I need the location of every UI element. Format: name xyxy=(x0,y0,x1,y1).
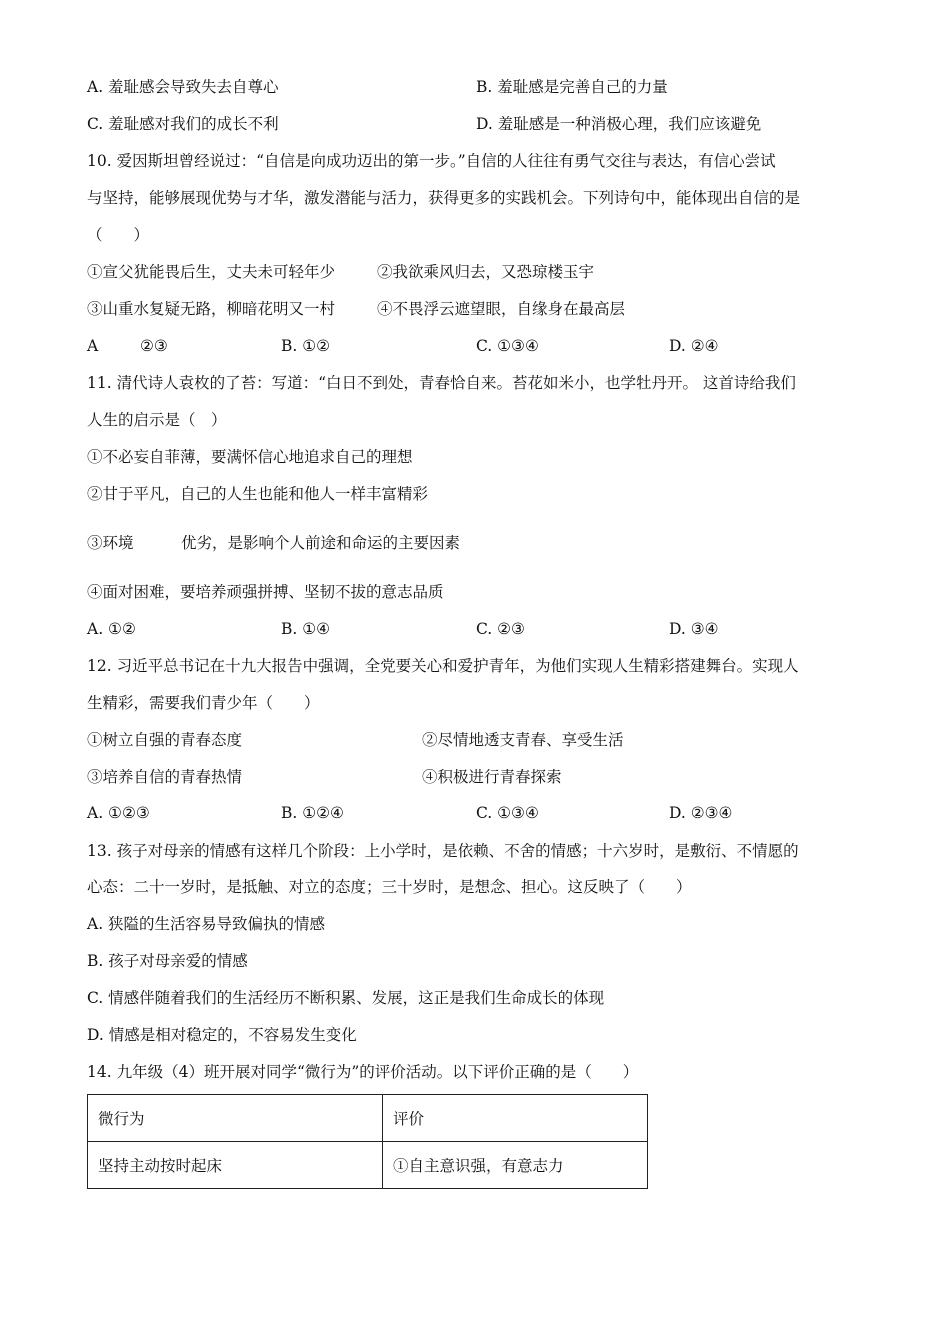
q12-item-4: ④积极进行青春探索 xyxy=(422,768,562,786)
q11-option-b: B. ①④ xyxy=(281,620,331,638)
q11-stem-line1: 11. 清代诗人袁枚的了苔：写道：“白日不到处，青春恰自来。苔花如米小，也学牡丹开。 这首诗给我们 xyxy=(87,374,796,392)
q10-option-a-label: A xyxy=(87,337,99,355)
q11-item-3-end: 优劣，是影响个人前途和命运的主要因素 xyxy=(181,534,461,552)
q12-item-1: ①树立自强的青春态度 xyxy=(87,731,243,749)
q13-option-b: B. 孩子对母亲爱的情感 xyxy=(87,952,248,970)
q11-item-4: ④面对困难，要培养顽强拼搏、坚韧不拔的意志品质 xyxy=(87,583,444,601)
q9-option-c: C. 羞耻感对我们的成长不利 xyxy=(87,115,279,133)
q10-stem-line2: 与坚持，能够展现优势与才华，激发潜能与活力，获得更多的实践机会。下列诗句中，能体现出自信的是 xyxy=(87,189,801,207)
q12-option-c: C. ①③④ xyxy=(476,804,539,822)
table-header-row xyxy=(88,1095,648,1142)
q9-option-a: A. 羞耻感会导致失去自尊心 xyxy=(87,78,279,96)
q12-option-a: A. ①②③ xyxy=(87,804,150,822)
q10-option-a-value: ②③ xyxy=(140,337,168,355)
q12-item-2: ②尽情地透支青春、享受生活 xyxy=(422,731,624,749)
q12-option-d: D. ②③④ xyxy=(669,804,733,822)
q13-option-a: A. 狭隘的生活容易导致偏执的情感 xyxy=(87,915,326,933)
q12-option-b: B. ①②④ xyxy=(281,804,344,822)
q11-option-d: D. ③④ xyxy=(669,620,719,638)
q13-option-d: D. 情感是相对稳定的，不容易发生变化 xyxy=(87,1026,357,1044)
q11-item-2: ②甘于平凡，自己的人生也能和他人一样丰富精彩 xyxy=(87,485,429,503)
table-header-evaluation: 评价 xyxy=(383,1095,648,1142)
q13-stem-line2: 心态：二十一岁时，是抵触、对立的态度；三十岁时，是想念、担心。这反映了（ ） xyxy=(87,878,692,896)
evaluation-table xyxy=(87,1094,648,1189)
q10-option-c: C. ①③④ xyxy=(476,337,539,355)
q9-option-b: B. 羞耻感是完善自己的力量 xyxy=(476,78,668,96)
table-cell-evaluation: ①自主意识强，有意志力 xyxy=(383,1142,648,1189)
q10-stem-line1: 10. 爱因斯坦曾经说过：“自信是向成功迈出的第一步。”自信的人往往有勇气交往与表达，有信心尝试 xyxy=(87,152,776,170)
q11-stem-line2: 人生的启示是（ ） xyxy=(87,411,227,429)
q12-item-3: ③培养自信的青春热情 xyxy=(87,768,243,786)
q11-item-3-start: ③环境 xyxy=(87,534,134,552)
q11-option-a: A. ①② xyxy=(87,620,136,638)
q11-option-c: C. ②③ xyxy=(476,620,525,638)
q10-item-1: ①宣父犹能畏后生，丈夫未可轻年少 xyxy=(87,263,336,281)
q13-option-c: C. 情感伴随着我们的生活经历不断积累、发展，这正是我们生命成长的体现 xyxy=(87,989,605,1007)
q11-item-1: ①不必妄自菲薄，要满怀信心地追求自己的理想 xyxy=(87,448,413,466)
q10-item-3: ③山重水复疑无路，柳暗花明又一村 xyxy=(87,300,336,318)
table-row xyxy=(88,1142,648,1189)
q10-option-b: B. ①② xyxy=(281,337,331,355)
q9-option-d: D. 羞耻感是一种消极心理，我们应该避免 xyxy=(476,115,762,133)
q12-stem-line2: 生精彩，需要我们青少年（ ） xyxy=(87,694,320,712)
table-header-behavior: 微行为 xyxy=(88,1095,383,1142)
q14-stem: 14. 九年级（4）班开展对同学“微行为”的评价活动。以下评价正确的是（ ） xyxy=(87,1063,639,1081)
q10-item-2: ②我欲乘风归去，又恐琼楼玉宇 xyxy=(377,263,595,281)
q12-stem-line1: 12. 习近平总书记在十九大报告中强调，全党要关心和爱护青年，为他们实现人生精彩搭建舞台。实现人 xyxy=(87,657,799,675)
q10-option-d: D. ②④ xyxy=(669,337,719,355)
q13-stem-line1: 13. 孩子对母亲的情感有这样几个阶段：上小学时，是依赖、不舍的情感；十六岁时，是敷衍、不情愿的 xyxy=(87,842,799,860)
q10-stem-line3: （ ） xyxy=(87,226,150,244)
table-cell-behavior: 坚持主动按时起床 xyxy=(88,1142,383,1189)
q10-item-4: ④不畏浮云遮望眼，自缘身在最高层 xyxy=(377,300,626,318)
